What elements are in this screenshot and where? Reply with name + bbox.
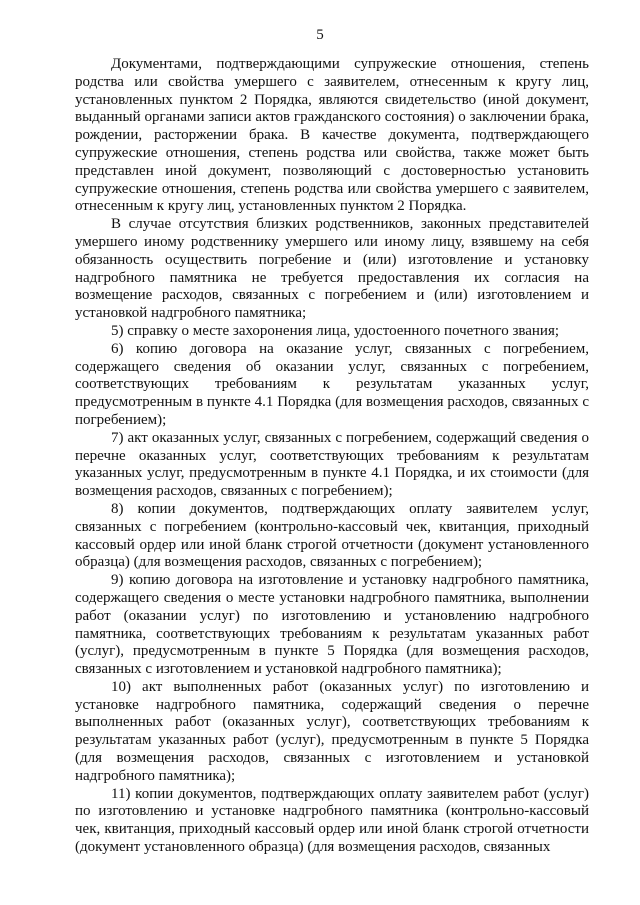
paragraph-supporting-documents: Документами, подтверждающими супружеские отношения, степень родства или свойства умершего с заявителем, отнесенным к кругу лиц, установленных пунктом 2 Порядка, являются свидетельство (иной документ, выданный органами записи актов гражданского состояния) о заключении брака, рождении, расторжении брака. В качестве документа, подтверждающего супружеские отношения, степень родства или свойства, также может быть представлен иной документ, позволяющий с достоверностью установить супружеские отношения, степень родства или свойства умершего с заявителем, отнесенным к кругу лиц, установленных пунктом 2 Порядка. bbox=[75, 56, 589, 215]
list-item-11: 11) копии документов, подтверждающих оплату заявителем работ (услуг) по изготовлению и установке надгробного памятника (контрольно-кассовый чек, квитанция, приходный кассовый ордер или иной бланк строгой отчетности (документ установленного образца) (для возмещения расходов, связанных bbox=[75, 785, 589, 856]
list-item-5: 5) справку о месте захоронения лица, удостоенного почетного звания; bbox=[111, 322, 560, 339]
list-item-6: 6) копию договора на оказание услуг, связанных с погребением, содержащего сведения об оказании услуг, связанных с погребением, соответствующих требованиям к результатам указанных услуг, предусмотренным в пункте 4.1 Порядка (для возмещения расходов, связанных с погребением); bbox=[75, 340, 589, 428]
page-number: 5 bbox=[316, 27, 324, 43]
document-body bbox=[75, 56, 589, 857]
list-item-8: 8) копии документов, подтверждающих оплату заявителем услуг, связанных с погребением (контрольно-кассовый чек, квитанция, приходный кассовый ордер или иной бланк строгой отчетности (документ установленного образца) (для возмещения расходов, связанных с погребением); bbox=[75, 500, 589, 571]
list-item-9: 9) копию договора на изготовление и установку надгробного памятника, содержащего сведения о месте установки надгробного памятника, выполнении работ (оказании услуг) по изготовлению и установлению надгробного памятника, соответствующих требованиям к результатам указанных работ (услуг), предусмотренным в пункте 5 Порядка (для возмещения расходов, связанных с изготовлением и установкой надгробного памятника); bbox=[75, 572, 589, 678]
list-item-10: 10) акт выполненных работ (оказанных услуг) по изготовлению и установке надгробного памятника, содержащий сведения о перечне выполненных работ (оказанных услуг), соответствующих требованиям к результатам указанных работ (услуг), предусмотренным в пункте 5 Порядка (для возмещения расходов, связанных с изготовлением и установкой надгробного памятника); bbox=[75, 678, 589, 784]
list-item-7: 7) акт оказанных услуг, связанных с погребением, содержащий сведения о перечне оказанных услуг, соответствующих требованиям к результатам указанных услуг, предусмотренным в пункте 4.1 Порядка, и их стоимости (для возмещения расходов, связанных с погребением); bbox=[75, 429, 589, 500]
paragraph-no-relatives: В случае отсутствия близких родственников, законных представителей умершего иному родственнику умершего или иному лицу, взявшему на себя обязанность осуществить погребение и (или) изготовление и установку надгробного памятника не требуется предоставления их согласия на возмещение расходов, связанных с погребением и (или) изготовлением и установкой надгробного памятника; bbox=[75, 216, 589, 322]
